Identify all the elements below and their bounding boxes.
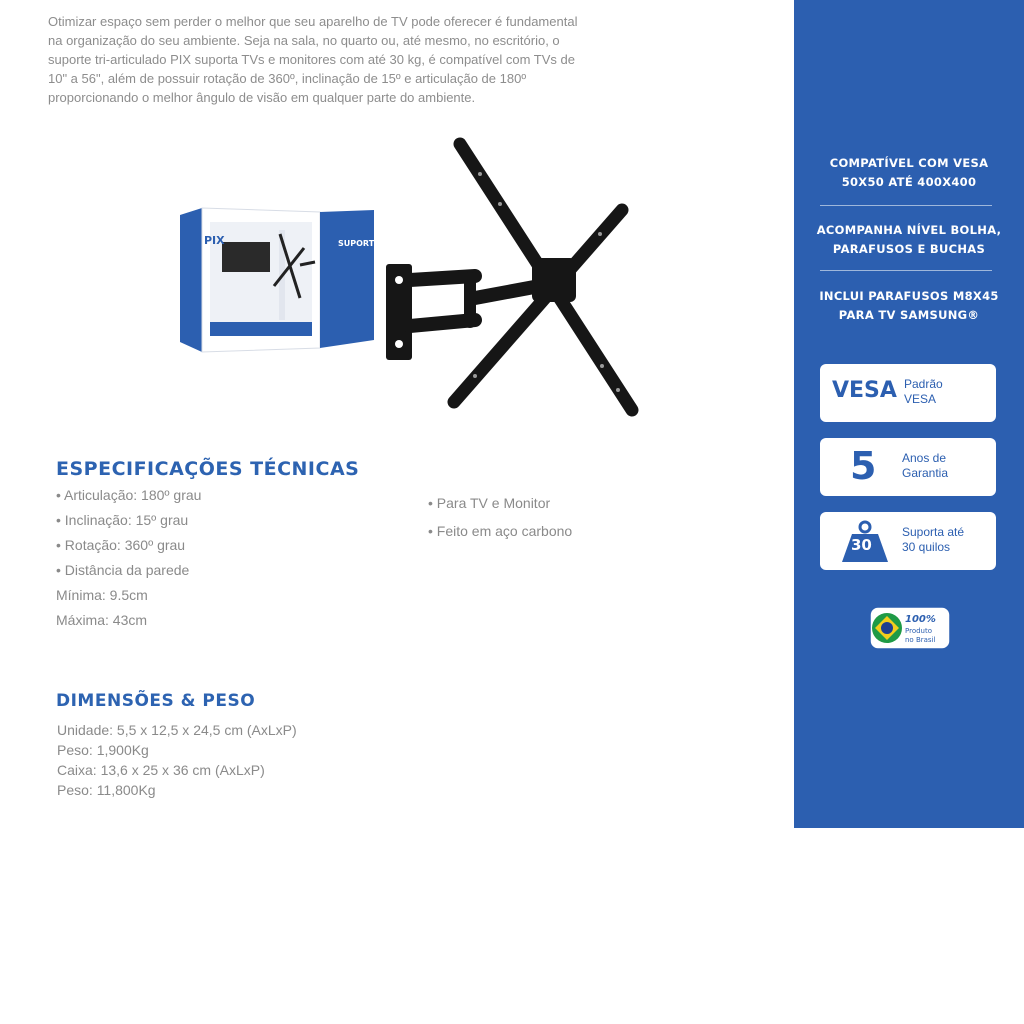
feature-line: ACOMPANHA NÍVEL BOLHA, bbox=[816, 223, 1002, 237]
vesa-badge-title: VESA bbox=[832, 378, 897, 403]
spec-item: Máxima: 43cm bbox=[56, 612, 148, 628]
dimension-item: Peso: 1,900Kg bbox=[57, 742, 149, 758]
seal-line: no Brasil bbox=[905, 636, 936, 644]
spec-item: Mínima: 9.5cm bbox=[56, 587, 148, 603]
dimensions-title: DIMENSÕES & PESO bbox=[56, 691, 256, 711]
spec-item: • Inclinação: 15º grau bbox=[56, 512, 189, 528]
feature-line: PARA TV SAMSUNG® bbox=[838, 308, 980, 322]
vesa-badge bbox=[820, 364, 996, 422]
intro-line: na organização do seu ambiente. Seja na sala, no quarto ou, até mesmo, no escritório, o bbox=[48, 33, 560, 48]
specs-title: ESPECIFICAÇÕES TÉCNICAS bbox=[56, 458, 360, 480]
feature-line: 50X50 ATÉ 400X400 bbox=[841, 175, 977, 189]
specs-list-left bbox=[56, 486, 201, 636]
badge-line: Anos de bbox=[902, 451, 947, 465]
feature-line: COMPATÍVEL COM VESA bbox=[829, 156, 989, 170]
badge-line: Padrão bbox=[904, 377, 943, 391]
specs-list-right bbox=[428, 494, 572, 550]
intro-line: suporte tri-articulado PIX suporta TVs e monitores com até 30 kg, é compatível com TVs de bbox=[48, 52, 575, 67]
feature-accessories bbox=[806, 221, 1012, 259]
spec-item: • Feito em aço carbono bbox=[428, 523, 573, 539]
feature-vesa-compat bbox=[806, 154, 1012, 192]
feature-sidebar bbox=[794, 0, 1024, 828]
warranty-badge bbox=[820, 438, 996, 496]
intro-line: proporcionando o melhor ângulo de visão em qualquer parte do ambiente. bbox=[48, 90, 476, 105]
intro-line: 10" a 56", além de possuir rotação de 360º, inclinação de 15º e articulação de 180º bbox=[48, 71, 527, 86]
product-illustration bbox=[170, 130, 650, 430]
product-box bbox=[180, 208, 380, 352]
intro-line: Otimizar espaço sem perder o melhor que seu aparelho de TV pode oferecer é fundamental bbox=[48, 14, 578, 29]
spec-item: • Rotação: 360º grau bbox=[56, 537, 186, 553]
box-label: SUPORTE bbox=[338, 239, 380, 248]
weight-badge bbox=[820, 512, 996, 570]
weight-value: 30 bbox=[851, 536, 872, 554]
vesa-badge-caption bbox=[904, 377, 943, 407]
intro-paragraph bbox=[48, 12, 708, 107]
badge-line: Suporta até bbox=[902, 525, 965, 539]
badge-line: Garantia bbox=[902, 466, 949, 480]
warranty-caption bbox=[902, 451, 948, 481]
brazil-seal-icon bbox=[869, 606, 951, 650]
spec-item: • Distância da parede bbox=[56, 562, 190, 578]
dimensions-list bbox=[57, 722, 297, 802]
weight-caption bbox=[902, 525, 964, 555]
spec-item: • Articulação: 180º grau bbox=[56, 487, 202, 503]
dimension-item: Unidade: 5,5 x 12,5 x 24,5 cm (AxLxP) bbox=[57, 722, 297, 738]
feature-divider bbox=[820, 205, 992, 206]
dimension-item: Peso: 11,800Kg bbox=[57, 782, 156, 798]
box-brand: PIX bbox=[204, 234, 225, 247]
badge-line: 30 quilos bbox=[902, 540, 951, 554]
badge-line: VESA bbox=[904, 392, 937, 406]
product-image bbox=[170, 130, 650, 430]
feature-screws bbox=[806, 287, 1012, 325]
spec-item: • Para TV e Monitor bbox=[428, 495, 551, 511]
warranty-years: 5 bbox=[850, 444, 877, 488]
dimension-item: Caixa: 13,6 x 25 x 36 cm (AxLxP) bbox=[57, 762, 265, 778]
feature-divider bbox=[820, 270, 992, 271]
feature-line: INCLUI PARAFUSOS M8X45 bbox=[819, 289, 999, 303]
feature-line: PARAFUSOS E BUCHAS bbox=[832, 242, 986, 256]
seal-line: Produto bbox=[905, 627, 933, 635]
seal-percent: 100% bbox=[905, 614, 936, 625]
